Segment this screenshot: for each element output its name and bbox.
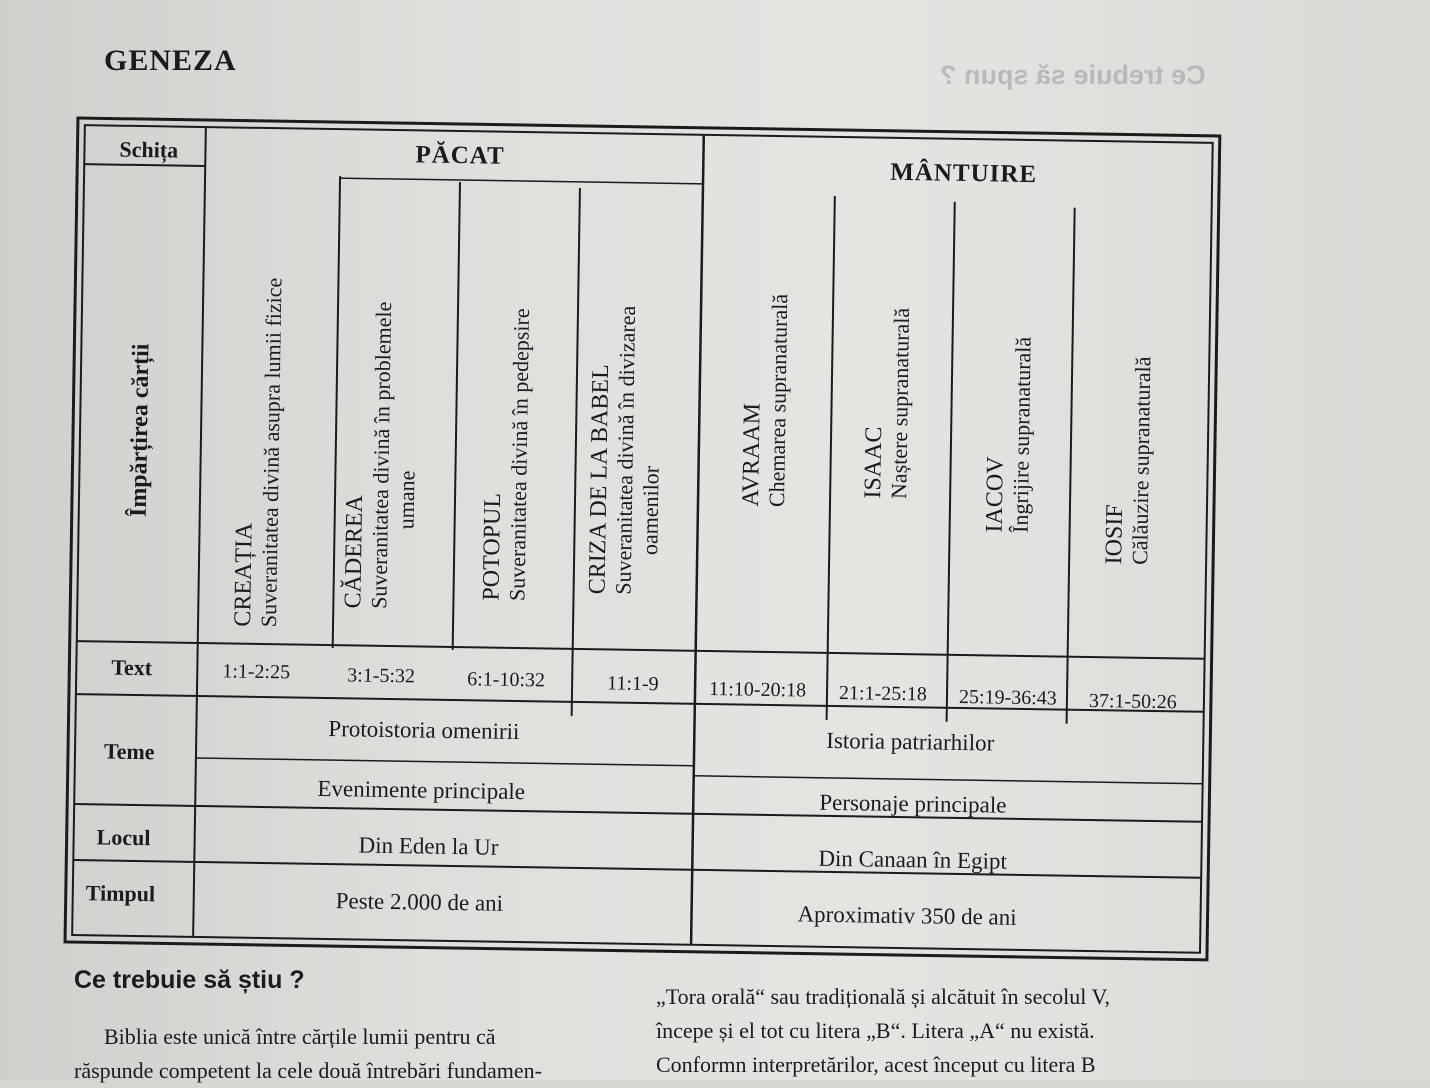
right-timpul: Aproximativ 350 de ani (797, 901, 1017, 930)
column-desc: Suveranitatea divină în divizarea (610, 305, 641, 595)
column-desc-2: oamenilor (637, 465, 664, 556)
text-ref: 11:10-20:18 (708, 678, 807, 702)
column-name: AVRAAM (737, 402, 766, 507)
column-name: CĂDEREA (340, 494, 369, 609)
teme-label: Teme (103, 738, 155, 765)
column-iosif (1101, 356, 1156, 565)
right-paragraph (656, 980, 1226, 1082)
column-name: IACOV (981, 456, 1009, 533)
column-desc: Suveranitatea divină în problemele (366, 301, 397, 610)
column-name: POTOPUL (478, 492, 507, 601)
column-babel (585, 305, 668, 595)
text-ref: 21:1-25:18 (838, 682, 927, 706)
left-locul: Din Eden la Ur (358, 832, 499, 860)
column-desc: Îngrijire supranaturală (1007, 336, 1036, 534)
text-ref: 1:1-2:25 (222, 660, 291, 684)
column-avraam (738, 293, 793, 507)
paragraph-line: răspunde competent la cele două întrebări fundamen- (74, 1058, 542, 1083)
right-locul: Din Canaan în Egipt (818, 845, 1008, 874)
column-name: CREAȚIA (230, 522, 258, 627)
timpul-label: Timpul (85, 880, 156, 907)
text-row-label: Text (111, 654, 153, 681)
text-ref: 6:1-10:32 (467, 668, 546, 692)
column-name: IOSIF (1101, 504, 1129, 565)
column-caderea (340, 301, 423, 609)
paragraph-line: „Tora orală“ sau tradițională și alcătuit în secolul V, (656, 984, 1110, 1009)
left-paragraph (74, 1020, 634, 1088)
text-ref: 25:19-36:43 (958, 685, 1057, 710)
left-tema-1: Protoistoria omenirii (328, 716, 520, 745)
column-desc: Suveranitatea divină în pedepsire (504, 308, 535, 602)
mirrored-heading: Ce trebuie să spun ? (940, 60, 1206, 90)
paragraph-line: Conformn interpretărilor, acest început cu litera B (656, 1052, 1096, 1077)
locul-label: Locul (96, 824, 151, 851)
column-desc: Naștere supranaturală (886, 307, 915, 500)
paragraph-line: începe și el tot cu litera „B“. Litera „A“ nu există. (656, 1018, 1095, 1043)
column-desc: Chemarea supranaturală (763, 293, 793, 508)
page-title: GENEZA (104, 44, 237, 77)
schita-label: Schița (119, 136, 179, 163)
left-timpul: Peste 2.000 de ani (335, 888, 504, 916)
left-tema-2: Evenimente principale (317, 775, 526, 805)
paragraph-line: Biblia este unică între cărțile lumii pentru că (104, 1024, 496, 1049)
column-desc-2: umane (393, 470, 420, 530)
mantuire-label: MÂNTUIRE (890, 158, 1038, 189)
column-desc: Călăuzire supranaturală (1127, 356, 1156, 565)
column-name: ISAAC (860, 426, 888, 499)
column-isaac (860, 307, 915, 499)
text-ref: 3:1-5:32 (347, 664, 416, 688)
right-tema-2: Personaje principale (819, 789, 1007, 818)
text-ref: 11:1-9 (606, 672, 659, 696)
column-iacov (982, 336, 1037, 533)
text-ref: 37:1-50:26 (1088, 689, 1177, 714)
column-desc: Suveranitatea divină asupra lumii fizice (255, 277, 287, 628)
section-heading: Ce trebuie să știu ? (74, 966, 305, 994)
pacat-label: PĂCAT (415, 141, 505, 170)
column-creatia (230, 277, 287, 627)
genesis-outline-table (63, 116, 1222, 962)
impartire-label: Împărțirea cărții (125, 343, 155, 518)
column-potopul (478, 308, 535, 601)
right-tema-1: Istoria patriarhilor (826, 727, 995, 756)
column-name: CRIZA DE LA BABEL (584, 364, 615, 595)
